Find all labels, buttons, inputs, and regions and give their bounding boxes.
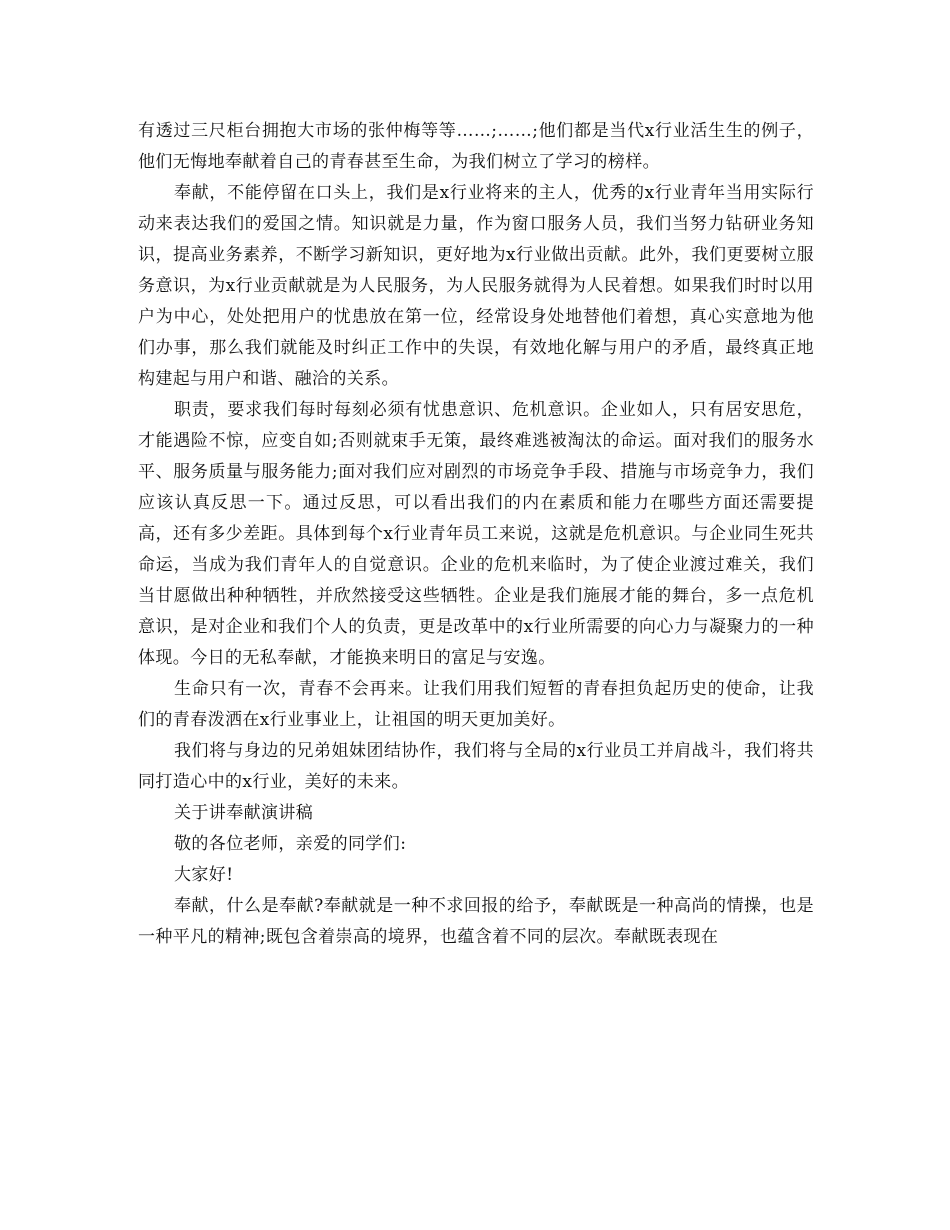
paragraph-1: 有透过三尺柜台拥抱大市场的张仲梅等等……;……;他们都是当代x行业活生生的例子，他们无悔地奉献着自己的青春甚至生命，为我们树立了学习的榜样。	[138, 121, 814, 172]
paragraph-2: 奉献，不能停留在口头上，我们是x行业将来的主人，优秀的x行业青年当用实际行动来表达我们的爱国之情。知识就是力量，作为窗口服务人员，我们当努力钻研业务知识，提高业务素养，不断学习新知识，更好地为x行业做出贡献。此外，我们更要树立服务意识，为x行业贡献就是为人民服务，为人民服务就得为人民着想。如果我们时时以用户为中心，处处把用户的忧患放在第一位，经常设身处地替他们着想，真心实意地为他们办事，那么我们就能及时纠正工作中的失误，有效地化解与用户的矛盾，最终真正地构建起与用户和谐、融洽的关系。	[138, 183, 814, 389]
paragraph-6: 奉献，什么是奉献?奉献就是一种不求回报的给予，奉献既是一种高尚的情操，也是一种平凡的精神;既包含着崇高的境界，也蕴含着不同的层次。奉献既表现在	[138, 896, 814, 947]
section-title: 关于讲奉献演讲稿	[174, 803, 314, 823]
document-body	[138, 116, 814, 953]
greeting: 大家好!	[174, 865, 234, 885]
paragraph-3: 职责，要求我们每时每刻必须有忧患意识、危机意识。企业如人，只有居安思危，才能遇险不惊，应变自如;否则就束手无策，最终难逃被淘汰的命运。面对我们的服务水平、服务质量与服务能力;面对我们应对剧烈的市场竞争手段、措施与市场竞争力，我们应该认真反思一下。通过反思，可以看出我们的内在素质和能力在哪些方面还需要提高，还有多少差距。具体到每个x行业青年员工来说，这就是危机意识。与企业同生死共命运，当成为我们青年人的自觉意识。企业的危机来临时，为了使企业渡过难关，我们当甘愿做出种种牺牲，并欣然接受这些牺牲。企业是我们施展才能的舞台，多一点危机意识，是对企业和我们个人的负责，更是改革中的x行业所需要的向心力与凝聚力的一种体现。今日的无私奉献，才能换来明日的富足与安逸。	[138, 400, 814, 668]
paragraph-5: 我们将与身边的兄弟姐妹团结协作，我们将与全局的x行业员工并肩战斗，我们将共同打造心中的x行业，美好的未来。	[138, 741, 814, 792]
salutation: 敬的各位老师，亲爱的同学们:	[174, 834, 407, 854]
paragraph-4: 生命只有一次，青春不会再来。让我们用我们短暂的青春担负起历史的使命，让我们的青春泼洒在x行业事业上，让祖国的明天更加美好。	[138, 679, 814, 730]
